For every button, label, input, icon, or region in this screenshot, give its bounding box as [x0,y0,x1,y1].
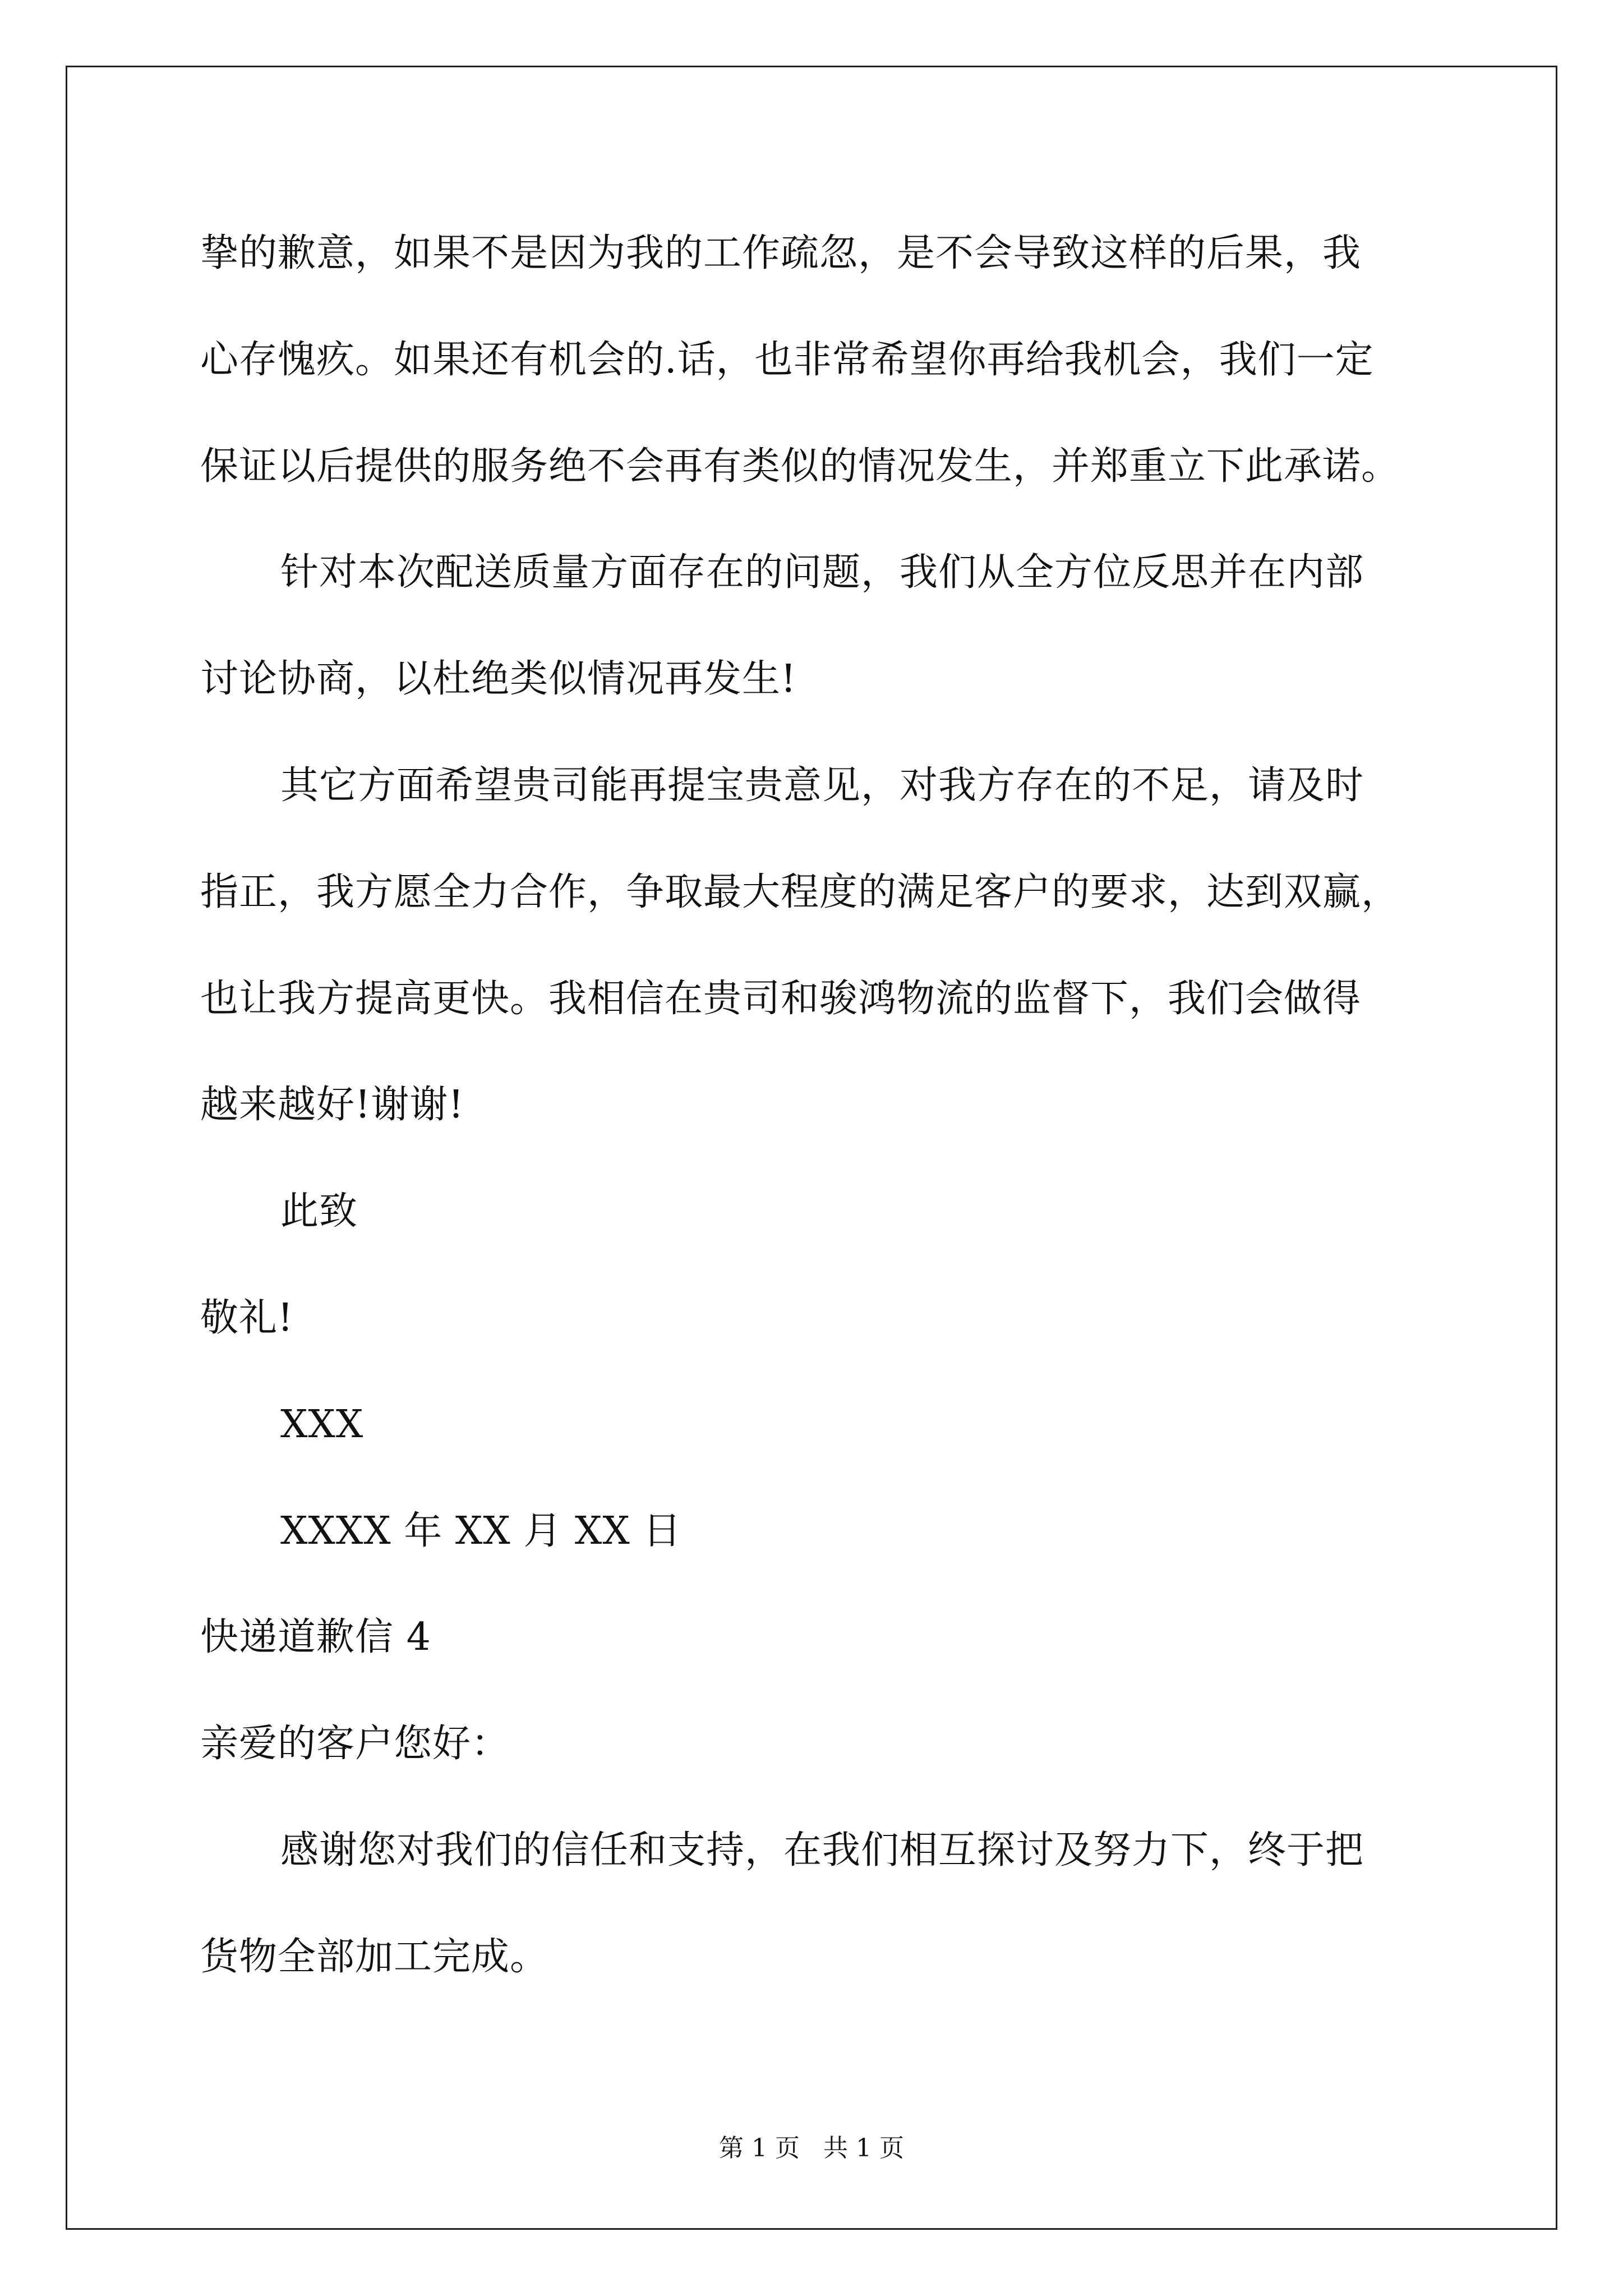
signature-date: XXXX 年 XX 月 XX 日 [280,1509,682,1553]
text-line: 讨论协商，以杜绝类似情况再发生! [200,657,797,701]
text-line: 心存愧疚。如果还有机会的.话，也非常希望你再给我机会，我们一定 [200,338,1374,382]
text-line: 也让我方提高更快。我相信在贵司和骏鸿物流的监督下，我们会做得 [200,977,1362,1021]
page-number-footer: 第 1 页 共 1 页 [719,2134,904,2162]
text-line: 保证以后提供的服务绝不会再有类似的情况发生，并郑重立下此承诺。 [200,444,1400,489]
section-heading: 快递道歉信 4 [200,1615,431,1659]
page-frame [66,66,1557,2230]
closing-salutation: 此致 [280,1189,358,1234]
text-line: 指正，我方愿全力合作，争取最大程度的满足客户的要求，达到双赢， [200,870,1400,914]
text-line: 挚的歉意，如果不是因为我的工作疏忽，是不会导致这样的后果，我 [200,231,1362,275]
greeting: 亲爱的客户您好： [200,1722,510,1766]
text-line: 货物全部加工完成。 [200,1935,549,1979]
paragraph-start-line: 感谢您对我们的信任和支持，在我们相互探讨及努力下，终于把 [280,1828,1364,1872]
signature-name: XXX [280,1402,364,1447]
text-line: 越来越好!谢谢! [200,1083,464,1127]
paragraph-start-line: 针对本次配送质量方面存在的问题，我们从全方位反思并在内部 [280,550,1364,595]
paragraph-start-line: 其它方面希望贵司能再提宝贵意见，对我方存在的不足，请及时 [280,763,1364,808]
closing-regards: 敬礼! [200,1296,294,1340]
